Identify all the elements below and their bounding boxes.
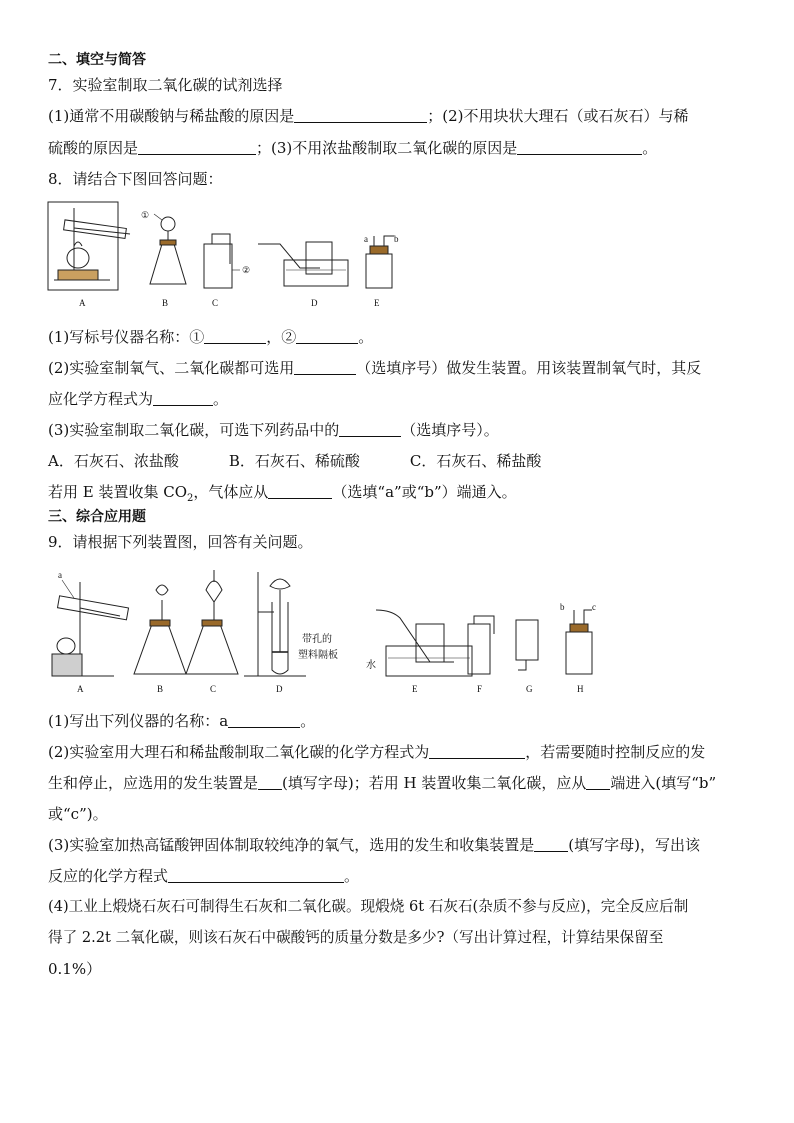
q9-part-2-cont: 生和停止，应选用的发生装置是 (填写字母)；若用 H 装置收集二氧化碳，应从 端进入(填写“b” [48,774,717,792]
q7-line-2: 硫酸的原因是 ；(3)不用浓盐酸制取二氧化碳的原因是 。 [48,139,658,157]
apparatus-h-collection-bottle [566,610,592,674]
apparatus-c-gas-jar [204,234,240,288]
q8-part-2: (2)实验室制氧气、二氧化碳都可选用 （选填序号）做发生装置。用该装置制氧气时，其反 [48,359,702,377]
answer-blank[interactable] [168,868,344,883]
q9-part-3-cont: 反应的化学方程式 。 [48,867,360,885]
fig-label-c: C [212,298,219,308]
q9-stem: 9．请根据下列装置图，回答有关问题。 [48,533,313,551]
q8-part-4: 若用 E 装置收集 $CO_2$，气体应从 （选填“a”或“b”）端通入。 [48,483,517,504]
answer-blank[interactable] [294,108,427,123]
fig-mark-2: ② [242,265,251,275]
q9-part-1: (1)写出下列仪器的名称：a 。 [48,712,316,730]
fig-label-c: C [210,684,217,694]
q7-line-1: (1)通常不用碳酸钠与稀盐酸的原因是 ；(2)不用块状大理石（或石灰石）与稀 [48,107,689,125]
fig-mark-a: a [58,570,62,580]
fig-mark-water: 水 [366,660,376,671]
answer-blank[interactable] [153,391,213,406]
fig-board-label-2: 塑料隔板 [298,650,338,661]
apparatus-d-water-trough [258,242,348,286]
option-c[interactable]: C．石灰石、稀盐酸 [409,452,542,470]
fig-label-d: D [276,684,283,694]
answer-blank[interactable] [534,837,568,852]
fig-mark-b: b [394,234,399,244]
option-a[interactable]: A．石灰石、浓盐酸 [48,452,179,470]
q8-part-3: (3)实验室制取二氧化碳，可选下列药品中的 （选填序号）。 [48,421,499,439]
q8-options [48,450,541,472]
q8-part-2-cont: 应化学方程式为 。 [48,390,229,408]
apparatus-e-collection-bottle [366,236,394,288]
apparatus-a-heating [48,202,130,290]
fig-board-label-1: 带孔的 [302,634,332,645]
answer-blank[interactable] [339,422,401,437]
option-b[interactable]: B．石灰石、稀硫酸 [228,452,360,470]
q8-stem: 8．请结合下图回答问题： [48,170,223,188]
fig-label-a: A [77,684,84,694]
q9-part-3: (3)实验室加热高锰酸钾固体制取较纯净的氧气，选用的发生和收集装置是 (填写字母)，写出该 [48,836,700,854]
apparatus-d-tube-board [244,572,306,676]
answer-blank[interactable] [204,329,266,344]
q9-part-4-cont: 得了 2.2t 二氧化碳，则该石灰石中碳酸钙的质量分数是多少?（写出计算过程，计算结果保留至 [48,929,664,946]
fig-label-e: E [374,298,380,308]
answer-blank[interactable] [429,744,525,759]
section-3-title: 三、综合应用题 [48,509,146,525]
apparatus-e-water-trough [376,610,472,676]
apparatus-b-flask-funnel [150,214,186,284]
apparatus-a-heating [52,580,129,676]
fig-label-e: E [412,684,418,694]
fig-mark-c: c [592,602,596,612]
q7-stem: 7．实验室制取二氧化碳的试剂选择 [48,76,283,94]
fig-label-f: F [477,684,483,694]
fig-label-b: B [162,298,169,308]
section-2-title: 二、填空与简答 [48,52,146,68]
q9-part-4: (4)工业上煅烧石灰石可制得生石灰和二氧化碳。现煅烧 6t 石灰石(杂质不参与反应)，完全反应后制 [48,898,689,915]
q9-part-2-end: 或“c”)。 [48,805,108,823]
answer-blank[interactable] [517,140,642,155]
answer-blank[interactable] [228,713,300,728]
q9-part-2: (2)实验室用大理石和稀盐酸制取二氧化碳的化学方程式为 ，若需要随时控制反应的发 [48,743,706,761]
answer-blank[interactable] [586,775,610,790]
fig-mark-1: ① [141,210,150,220]
apparatus-b-flask [134,585,186,674]
q9-part-4-end: 0.1%） [48,960,102,978]
answer-blank[interactable] [138,140,256,155]
apparatus-g-gas-jar-down [516,620,538,670]
fig-label-b: B [157,684,164,694]
fig-mark-a: a [364,234,368,244]
fig-mark-b: b [560,602,565,612]
fig-label-d: D [311,298,318,308]
q9-apparatus-figure [44,562,604,698]
q8-apparatus-figure [44,198,404,316]
fig-label-g: G [526,684,533,694]
answer-blank[interactable] [268,484,332,499]
fig-label-a: A [79,298,86,308]
answer-blank[interactable] [296,329,358,344]
fig-label-h: H [577,684,584,694]
answer-blank[interactable] [258,775,282,790]
apparatus-c-flask-separatory [186,570,238,674]
q8-part-1: (1)写标号仪器名称：① ，② 。 [48,328,374,346]
answer-blank[interactable] [294,360,356,375]
